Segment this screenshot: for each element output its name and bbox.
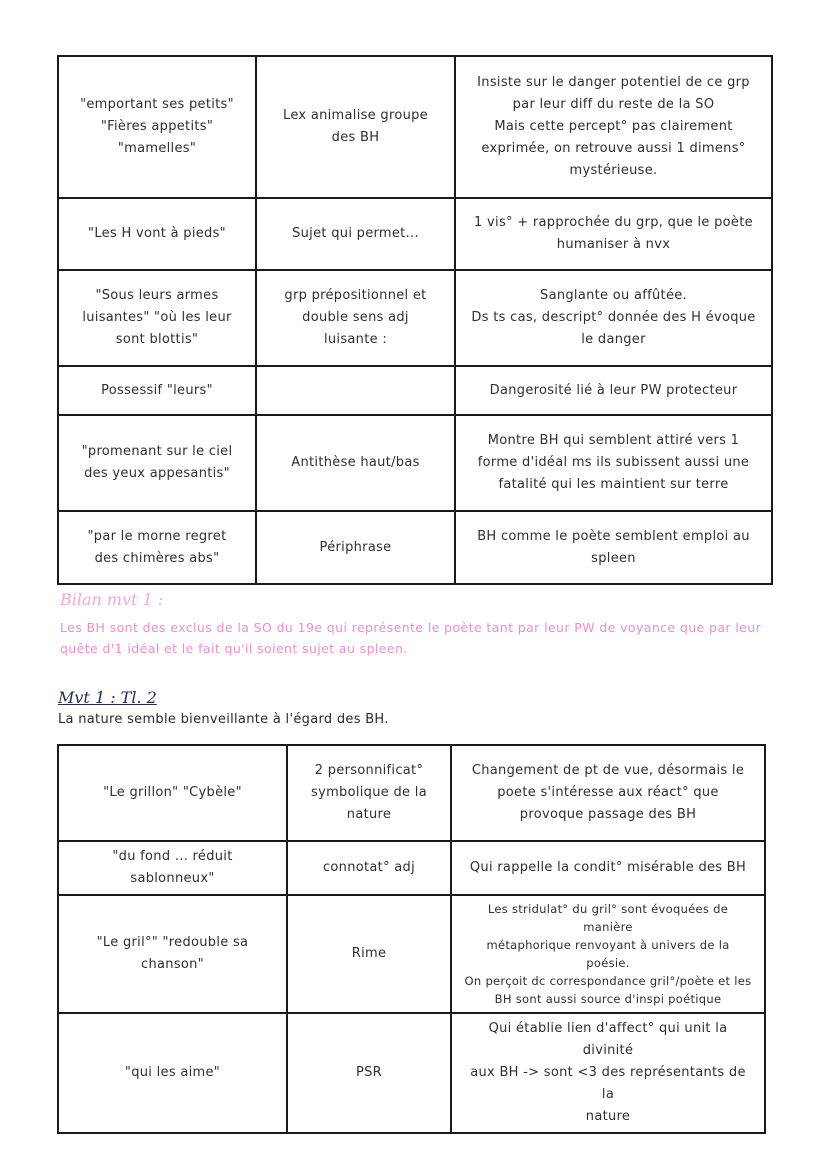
table-cell: Sujet qui permet... — [256, 198, 455, 270]
table-cell: connotat° adj — [287, 841, 451, 895]
table-cell: PSR — [287, 1013, 451, 1133]
table-row — [58, 366, 772, 415]
table-cell: "du fond ... réduit sablonneux" — [58, 841, 287, 895]
table-row — [58, 745, 765, 841]
table-cell: "Sous leurs armes luisantes" "où les leur sont blottis" — [58, 270, 256, 366]
table-cell: 1 vis° + rapprochée du grp, que le poète humaniser à nvx — [455, 198, 772, 270]
table-cell: Possessif "leurs" — [58, 366, 256, 415]
table-cell — [256, 366, 455, 415]
table-cell: Changement de pt de vue, désormais le poete s'intéresse aux réact° que provoque passage des BH — [451, 745, 765, 841]
table-cell: Rime — [287, 895, 451, 1013]
table-cell: Montre BH qui semblent attiré vers 1 forme d'idéal ms ils subissent aussi une fatalité qui les maintient sur terre — [455, 415, 772, 511]
table-row — [58, 198, 772, 270]
table-cell: Sanglante ou affûtée. Ds ts cas, descript° donnée des H évoque le danger — [455, 270, 772, 366]
table-cell: "emportant ses petits" "Fières appetits" "mamelles" — [58, 56, 256, 198]
table-row — [58, 415, 772, 511]
table-cell: Qui rappelle la condit° misérable des BH — [451, 841, 765, 895]
table-row — [58, 1013, 765, 1133]
table-cell: Qui établie lien d'affect° qui unit la divinité aux BH -> sont <3 des représentants de la nature — [451, 1013, 765, 1133]
table-cell: 2 personnificat° symbolique de la nature — [287, 745, 451, 841]
table-row — [58, 895, 765, 1013]
table-cell: "Le grillon" "Cybèle" — [58, 745, 287, 841]
table-cell: "Le gril°" "redouble sa chanson" — [58, 895, 287, 1013]
section-intro: La nature semble bienveillante à l'égard des BH. — [58, 712, 389, 727]
table-cell: Insiste sur le danger potentiel de ce grp par leur diff du reste de la SO Mais cette percept° pas clairement exprimée, on retrouve aussi 1 dimens° mystérieuse. — [455, 56, 772, 198]
table-cell: "par le morne regret des chimères abs" — [58, 511, 256, 584]
table-cell: Les stridulat° du gril° sont évoquées de manière métaphorique renvoyant à univers de la poésie. On perçoit dc correspondance gril°/poète et les BH sont aussi source d'inspi poétique — [451, 895, 765, 1013]
table-cell: "qui les aime" — [58, 1013, 287, 1133]
table-cell: "promenant sur le ciel des yeux appesantis" — [58, 415, 256, 511]
table-row — [58, 511, 772, 584]
section-title: Mvt 1 : Tl. 2 — [58, 688, 157, 707]
bilan-title: Bilan mvt 1 : — [60, 590, 164, 609]
table-cell: Antithèse haut/bas — [256, 415, 455, 511]
analysis-table-1 — [57, 55, 773, 585]
table-cell: Lex animalise groupe des BH — [256, 56, 455, 198]
table-cell: "Les H vont à pieds" — [58, 198, 256, 270]
table-cell: Périphrase — [256, 511, 455, 584]
table-cell: Dangerosité lié à leur PW protecteur — [455, 366, 772, 415]
table-row — [58, 56, 772, 198]
table-cell: BH comme le poète semblent emploi au spleen — [455, 511, 772, 584]
table-row — [58, 270, 772, 366]
analysis-table-2 — [57, 744, 766, 1134]
table-row — [58, 841, 765, 895]
table-cell: grp prépositionnel et double sens adj luisante : — [256, 270, 455, 366]
bilan-text: Les BH sont des exclus de la SO du 19e qui représente le poète tant par leur PW de voyance que par leur quête d'1 idéal et le fait qu'il soient sujet au spleen. — [60, 620, 762, 656]
